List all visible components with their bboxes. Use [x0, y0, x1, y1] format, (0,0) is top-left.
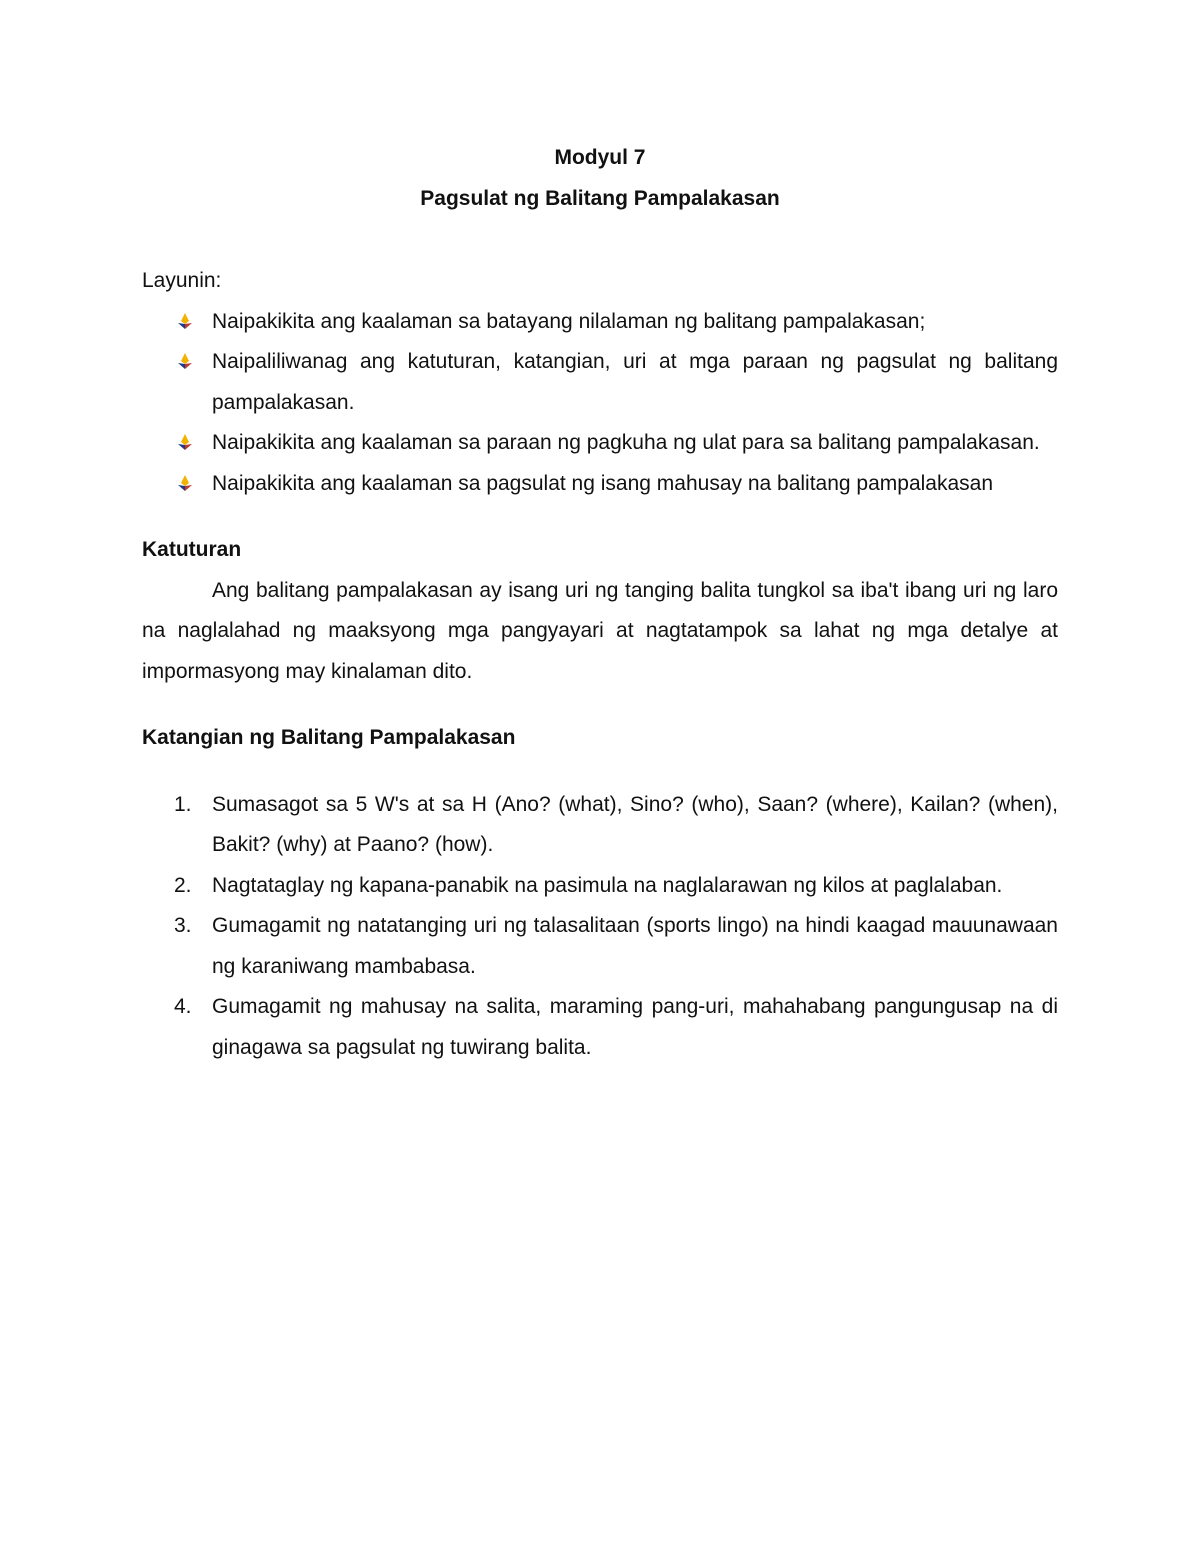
arrow-bullet-icon — [176, 312, 194, 330]
objective-text: Naipakikita ang kaalaman sa paraan ng pagkuha ng ulat para sa balitang pampalakasan. — [212, 431, 1040, 454]
features-list — [142, 785, 1058, 1069]
objective-item — [142, 342, 1058, 423]
feature-text: Gumagamit ng mahusay na salita, maraming pang-uri, mahahabang pangungusap na di ginagawa sa pagsulat ng tuwirang balita. — [212, 995, 1058, 1059]
feature-text: Gumagamit ng natatanging uri ng talasalitaan (sports lingo) na hindi kaagad mauunawaan ng karaniwang mambabasa. — [212, 914, 1058, 978]
arrow-bullet-icon — [176, 474, 194, 492]
feature-number: 1. — [174, 792, 192, 816]
feature-text: Nagtataglay ng kapana-panabik na pasimula na naglalarawan ng kilos at paglalaban. — [212, 873, 1003, 897]
objective-item — [142, 464, 1058, 505]
feature-item — [142, 866, 1058, 907]
features-heading: Katangian ng Balitang Pampalakasan — [142, 726, 516, 749]
definition-paragraph: Ang balitang pampalakasan ay isang uri ng tanging balita tungkol sa iba't ibang uri ng laro na naglalahad ng maaksyong mga pangyayari at nagtatampok sa lahat ng mga detalye at impormasyong may kinalaman dito. — [142, 578, 1058, 683]
feature-item — [142, 785, 1058, 866]
objective-text: Naipakikita ang kaalaman sa batayang nilalaman ng balitang pampalakasan; — [212, 309, 926, 333]
objective-item — [142, 302, 1058, 343]
objectives-list — [142, 302, 1058, 505]
document-page — [142, 138, 1058, 1068]
page-title: Pagsulat ng Balitang Pampalakasan — [420, 186, 780, 210]
arrow-bullet-icon — [176, 433, 194, 451]
objective-item — [142, 423, 1058, 464]
objective-text: Naipaliliwanag ang katuturan, katangian, uri at mga paraan ng pagsulat ng balitang pampalakasan. — [212, 350, 1058, 414]
feature-number: 3. — [174, 914, 192, 937]
objective-text: Naipakikita ang kaalaman sa pagsulat ng isang mahusay na balitang pampalakasan — [212, 471, 994, 495]
spacer — [142, 504, 1058, 530]
module-label: Modyul 7 — [554, 146, 646, 169]
arrow-bullet-icon — [176, 352, 194, 370]
spacer — [142, 692, 1058, 718]
feature-number: 4. — [174, 995, 192, 1018]
objectives-label: Layunin: — [142, 269, 222, 292]
feature-number: 2. — [174, 873, 192, 897]
spacer — [142, 759, 1058, 785]
feature-item — [142, 987, 1058, 1068]
definition-heading: Katuturan — [142, 538, 242, 561]
spacer — [142, 219, 1058, 261]
feature-text: Sumasagot sa 5 W's at sa H (Ano? (what), Sino? (who), Saan? (where), Kailan? (when), Bakit? (why) at Paano? (how). — [212, 792, 1058, 856]
feature-item — [142, 906, 1058, 987]
